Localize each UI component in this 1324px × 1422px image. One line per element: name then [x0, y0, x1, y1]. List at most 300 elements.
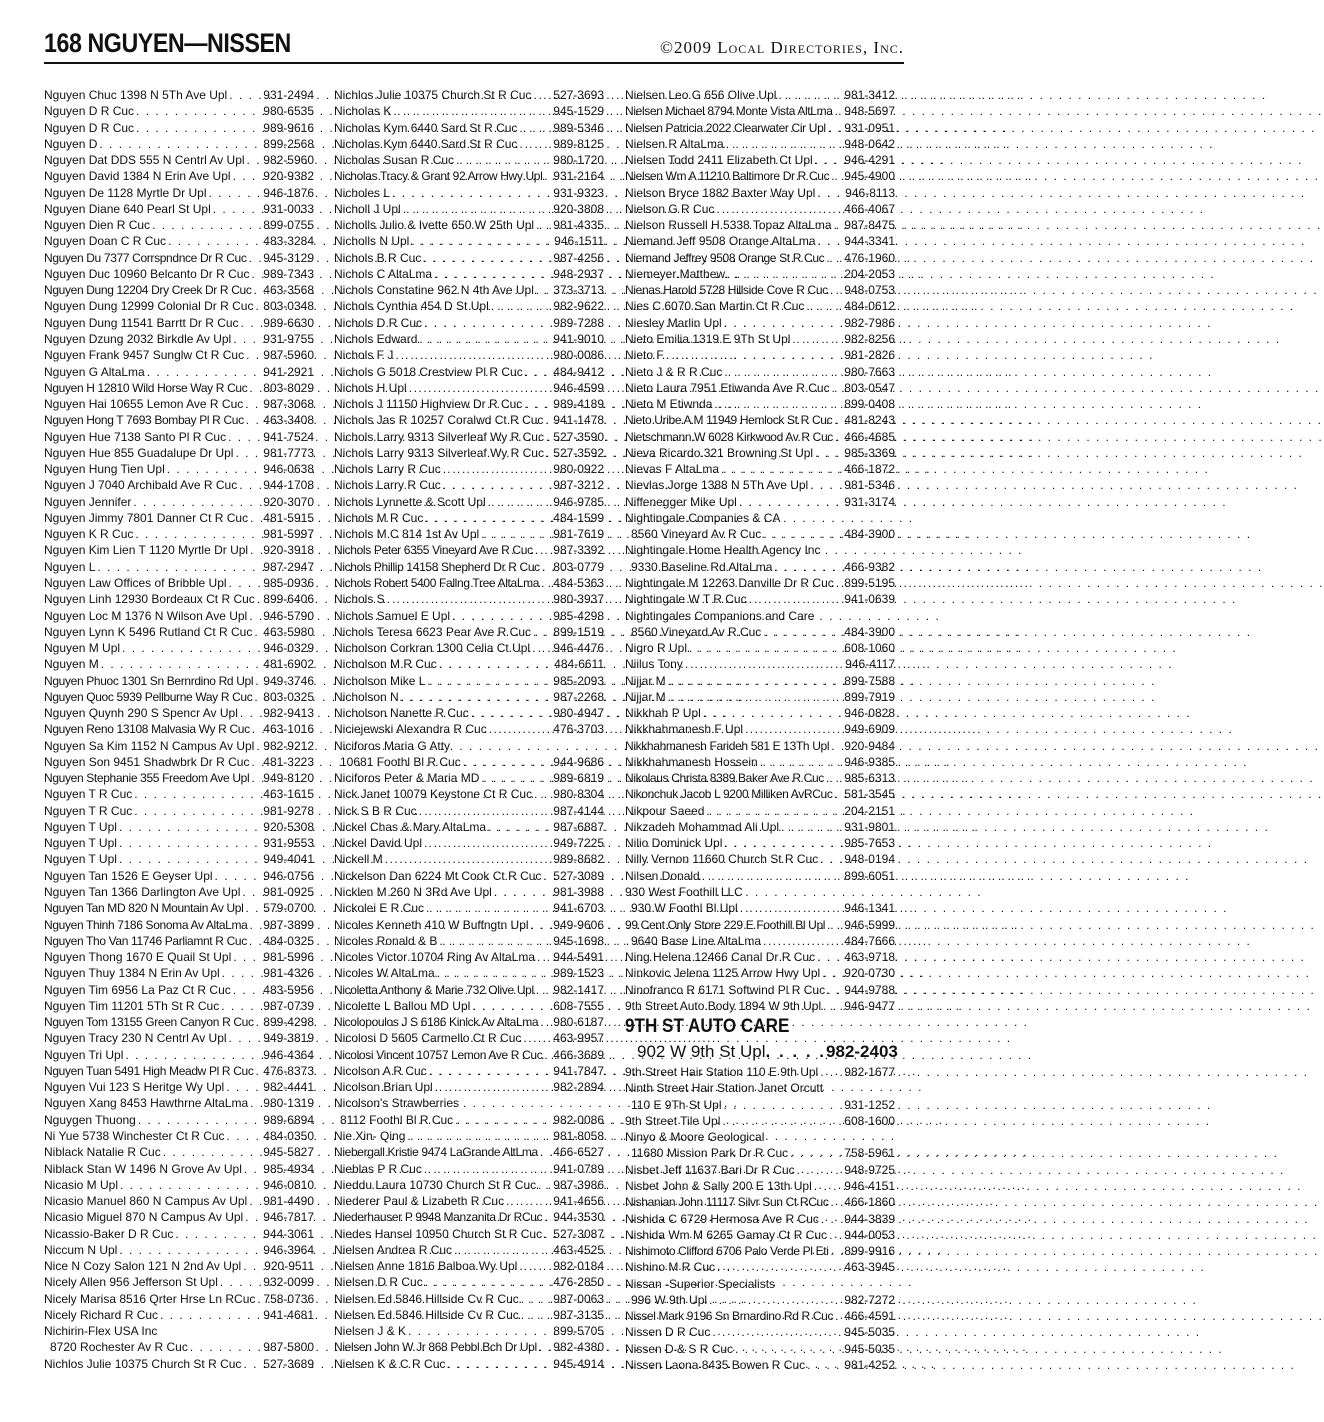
listing-entry [334, 233, 604, 249]
listing-phone: 899-0408 [844, 397, 895, 412]
listing-entry [44, 1323, 314, 1339]
listing-entry [625, 835, 895, 851]
listing-entry [334, 494, 604, 510]
dot-leader [813, 152, 845, 168]
dot-leader [719, 461, 844, 477]
listing-name: 930 W Foothl Bl Upl [631, 901, 738, 916]
listing-entry [334, 786, 604, 802]
dot-leader [136, 1112, 263, 1128]
listing-name: Nichols Cynthia 454 D St Upl [334, 299, 489, 314]
listing-phone: 989-1523 [553, 966, 604, 981]
listing-name: Nikzadeh Mohammad Ali Upl [625, 819, 780, 834]
listing-entry [625, 965, 895, 981]
listing-name: Nissen D & S R Cuc [625, 1341, 734, 1356]
listing-name: Nichols J 11150 Highview Dr R Cuc [334, 397, 523, 412]
listing-entry [44, 1291, 314, 1307]
dot-leader [239, 315, 264, 331]
listing-entry [334, 705, 604, 721]
listing-phone: 946-4291 [844, 153, 895, 168]
listing-entry [334, 120, 604, 136]
listing-phone: 527-3693 [553, 88, 604, 102]
listing-entry [625, 347, 895, 363]
dot-leader [425, 673, 553, 689]
listing-entry [625, 689, 895, 705]
dot-leader [150, 217, 263, 233]
listing-name: Nielsen Anne 1816 Balboa Wy Upl [334, 1259, 518, 1274]
dot-leader [687, 640, 844, 656]
listing-phone: 948-5697 [844, 104, 895, 119]
listing-entry [625, 542, 895, 558]
listing-phone: 484-3900 [844, 527, 895, 542]
listing-name: Ni Yue 5738 Winchester Ct R Cuc [44, 1129, 225, 1143]
listing-entry [44, 835, 314, 851]
listing-phone: 920-0730 [844, 966, 895, 981]
listing-phone: 982-0184 [553, 1259, 604, 1274]
listing-entry [625, 1341, 895, 1357]
dot-leader [707, 1292, 844, 1308]
listing-entry [334, 1014, 604, 1030]
listing-entry [625, 1162, 895, 1178]
dot-leader [725, 266, 844, 282]
listing-phone: 484-7666 [844, 933, 895, 948]
dot-leader [252, 624, 263, 640]
listing-name: Nies C 6070 San Martin Ct R Cuc [625, 299, 805, 314]
listing-entry [625, 900, 895, 916]
listing-phone: 803-0547 [844, 380, 895, 395]
listing-entry [625, 136, 895, 152]
listing-phone: 946-5790 [263, 608, 314, 623]
listing-phone: 989-9616 [263, 120, 314, 135]
listing-entry [44, 591, 314, 607]
listing-phone: 481-8243 [844, 413, 895, 428]
listing-phone: 463-5980 [263, 624, 314, 639]
dot-leader [825, 917, 844, 933]
listing-phone: 931-0951 [844, 120, 895, 135]
listing-phone: 981-9278 [263, 803, 314, 818]
dot-leader [249, 266, 263, 282]
listing-entry [334, 315, 604, 331]
listing-name: Nicholas Susan R Cuc [334, 153, 455, 168]
listing-name: Nieblas P R Cuc [334, 1161, 422, 1176]
dot-leader [683, 656, 845, 672]
listing-entry [44, 429, 314, 445]
listing-phone: 981-5346 [844, 478, 895, 493]
listing-phone: 980-1319 [263, 1096, 314, 1111]
listing-name: Niemand Jeffrey 9508 Orange St R Cuc [625, 250, 825, 265]
listing-name: Nietschmann W 6028 Kirkwood Av R Cuc [625, 429, 833, 444]
listing-entry [44, 380, 314, 396]
listing-name: Nichols G 5018 Crestview Pl R Cuc [334, 364, 523, 379]
listing-phone: 985-2093 [553, 673, 604, 688]
listing-phone: 946-9477 [844, 998, 895, 1013]
listing-entry [334, 608, 604, 624]
listing-phone: 981-3988 [553, 885, 604, 900]
listing-name: Nieto Laura 7951 Etiwanda Ave R Cuc [625, 380, 830, 395]
listing-phone: 941-0789 [553, 1161, 604, 1176]
dot-leader [249, 770, 263, 786]
dot-leader [422, 315, 553, 331]
listing-name: Nguyen Law Offices of Bribble Upl [44, 575, 227, 590]
listing-entry [334, 396, 604, 412]
listing-entry [625, 494, 895, 510]
listing-name: Nissan -Superior Specialists [625, 1276, 776, 1291]
listing-entry [334, 331, 604, 347]
dot-leader [829, 1243, 845, 1259]
dot-leader [406, 1323, 553, 1339]
listing-phone: 484-0612 [844, 299, 895, 314]
dot-leader [795, 1162, 845, 1178]
listing-entry [625, 608, 895, 624]
listing-entry [44, 1242, 314, 1258]
dot-leader [254, 738, 263, 754]
listing-entry [44, 136, 314, 152]
listing-phone: 982-9622 [553, 299, 604, 314]
dot-leader [519, 1291, 554, 1307]
listing-name: Nguyen T Upl [44, 836, 117, 851]
listing-name: Nichols Larry R Cuc [334, 462, 441, 477]
listing-entry [625, 754, 895, 770]
listing-phone: 941-2921 [263, 364, 314, 379]
listing-entry [44, 412, 314, 428]
dot-leader [433, 1079, 554, 1095]
listing-name: Nguyen Dung 11541 Barrtt Dr R Cuc [44, 315, 239, 330]
dot-leader [253, 298, 263, 314]
listing-phone: 932-0099 [263, 1275, 314, 1290]
listing-phone: 949-3819 [263, 1031, 314, 1046]
dot-leader [804, 298, 844, 314]
dot-leader [188, 1339, 263, 1355]
dot-leader [722, 835, 844, 851]
listing-entry [334, 136, 604, 152]
listing-name: Nishino M R Cuc [625, 1260, 716, 1275]
listing-entry [334, 185, 604, 201]
listing-name: Nguyen Stephanie 355 Freedom Ave Upl [44, 771, 250, 786]
listing-entry [625, 201, 895, 217]
listing-entry [44, 624, 314, 640]
listing-name: 8112 Foothl Bl R Cuc [340, 1112, 454, 1127]
listing-phone: 941-4681 [263, 1307, 314, 1322]
listing-phone: 463-3568 [263, 283, 314, 298]
dot-leader [393, 347, 553, 363]
listing-entry [44, 1047, 314, 1063]
listing-phone: 579-0700 [263, 901, 314, 916]
listing-phone: 946-5999 [844, 917, 895, 932]
listing-name: Nichols F J [334, 348, 394, 363]
listing-phone: 481-5915 [263, 510, 314, 525]
listing-entry [334, 1242, 604, 1258]
listing-name: Niciejewski Alexandra R Cuc [334, 722, 487, 737]
listing-phone: 989-8125 [553, 136, 604, 151]
listing-entry [625, 656, 895, 672]
listing-phone: 980-7663 [844, 364, 895, 379]
listing-name: Nguyen Dung 12999 Colonial Dr R Cuc [44, 299, 254, 314]
listing-entry [334, 201, 604, 217]
dot-leader [427, 1063, 554, 1079]
listing-entry [334, 900, 604, 916]
listing-phone: 484-0350 [263, 1129, 314, 1143]
listing-phone: 982-2403 [826, 1042, 898, 1062]
listing-phone: 941-7524 [263, 429, 314, 444]
dot-leader [517, 1258, 553, 1274]
listing-phone: 920-5308 [263, 819, 314, 834]
listing-entry [44, 526, 314, 542]
dot-leader [390, 185, 553, 201]
dot-leader [816, 233, 845, 249]
listing-entry [334, 1079, 604, 1095]
listing-name: Nguyen T R Cuc [44, 787, 133, 802]
listing-name: Nicholls Julio & Ivette 650 W 25th Upl [334, 218, 535, 233]
listing-name: Nguyen D R Cuc [44, 120, 135, 135]
listing-name: 996 W 9th Upl [631, 1292, 708, 1307]
listing-phone: 373-3713 [553, 283, 604, 298]
dot-leader [815, 185, 845, 201]
dot-leader [666, 673, 845, 689]
listing-phone: 981-4335 [553, 218, 604, 233]
listing-name: Nichols D R Cuc [334, 315, 423, 330]
listing-phone: 483-3284 [263, 234, 314, 249]
listing-name: Nissel Mark 9196 Sn Brnardino Rd R Cuc [625, 1309, 834, 1324]
dot-leader [399, 689, 554, 705]
listing-phone: 944-3341 [844, 234, 895, 249]
listing-name: Nguygen Thuong [44, 1112, 136, 1127]
listing-phone: 204-2053 [844, 266, 895, 281]
listing-name: Nichols M R Cuc [334, 510, 424, 525]
dot-leader [715, 1259, 844, 1275]
listing-name: Nielsen Ed 5846 Hillside Cv R Cuc [334, 1307, 519, 1322]
listing-name: Niciforos Maria G Atty [334, 738, 451, 753]
listing-entry [625, 1211, 895, 1227]
listing-entry [44, 282, 314, 298]
dot-leader [250, 721, 264, 737]
dot-leader [213, 868, 264, 884]
listing-name: Nicasio Miguel 870 N Campus Av Upl [44, 1210, 244, 1225]
dot-leader [452, 1242, 553, 1258]
dot-leader [828, 1194, 844, 1210]
listing-entry [44, 461, 314, 477]
listing-phone: 608-1600 [844, 1113, 895, 1128]
listing-entry [625, 1080, 895, 1096]
listing-entry [334, 1177, 604, 1193]
listing-entry [625, 266, 895, 282]
dot-leader [218, 1274, 263, 1290]
dot-leader [534, 982, 553, 998]
listing-entry [334, 1063, 604, 1079]
listing-name: Nichols Larry R Cuc [334, 478, 441, 493]
dot-leader [248, 542, 263, 558]
listing-entry [44, 510, 314, 526]
listing-phone: 483-5956 [263, 982, 314, 997]
dot-leader [145, 364, 264, 380]
listing-name: Nichols Jas R 10257 Coralwd Ct R Cuc [334, 413, 544, 428]
dot-leader [454, 152, 553, 168]
listing-name: Nielsen John W Jr 868 Pebbl Bch Dr Upl [334, 1340, 537, 1355]
dot-leader [826, 120, 845, 136]
listing-entry [625, 705, 895, 721]
listing-entry [625, 819, 895, 835]
listing-phone: 980-8304 [553, 787, 604, 802]
listing-phone: 981-7619 [553, 527, 604, 542]
listing-entry [44, 1226, 314, 1242]
dot-leader [231, 331, 263, 347]
dot-leader [779, 819, 844, 835]
listing-entry [625, 559, 895, 575]
listing-entry [334, 477, 604, 493]
listing-name: Nijjar M [625, 673, 666, 688]
listing-entry [625, 250, 895, 266]
listing-phone: 608-1060 [844, 641, 895, 656]
listing-name: Nightingales Companions and Care [625, 608, 815, 623]
listing-phone: 982-4380 [553, 1340, 604, 1355]
listing-phone: 989-7288 [553, 315, 604, 330]
listing-entry [625, 640, 895, 656]
listing-name: Nguyen H 12810 Wild Horse Way R Cuc [44, 380, 248, 395]
dot-leader [243, 900, 263, 916]
listing-entry [334, 770, 604, 786]
listing-phone: 946-4599 [553, 380, 604, 395]
listing-entry [625, 1097, 895, 1113]
listing-entry [334, 1161, 604, 1177]
dot-leader [761, 624, 844, 640]
listing-name: Nisbet John & Sally 200 E 13th Upl [625, 1179, 812, 1193]
listing-entry [625, 786, 895, 802]
listing-phone: 944-1708 [263, 478, 314, 493]
listing-phone: 484-1599 [553, 510, 604, 525]
dot-leader [220, 965, 264, 981]
page-title: 168 NGUYEN—NISSEN [44, 28, 291, 58]
listing-entry [44, 1144, 314, 1160]
listing-name: 99 Cent Only Store 229 E Foothill Bl Upl [625, 917, 826, 932]
listing-name: Nguyen Diane 640 Pearl St Upl [44, 201, 211, 216]
listing-phone: 981-7773 [263, 445, 314, 460]
listing-name: Nguyen Chuc 1398 N 5Th Ave Upl [44, 88, 228, 102]
listing-phone: 931-2164 [553, 169, 604, 184]
listing-name: Nicely Allen 956 Jefferson St Upl [44, 1275, 218, 1290]
listing-name: Nicasio M Upl [44, 1177, 119, 1192]
listing-phone: 920-3808 [553, 201, 604, 216]
listing-phone: 987-3068 [263, 397, 314, 412]
listing-phone: 931-9801 [844, 819, 895, 834]
dot-leader [233, 445, 263, 461]
dot-leader [724, 136, 845, 152]
listing-name: Nguyen Sa Kim 1152 N Campus Av Upl [44, 738, 255, 753]
listing-name: Nievas F AltaLma [625, 462, 720, 477]
listing-phone: 948-0642 [844, 136, 895, 151]
listing-name: Nguyen T R Cuc [44, 803, 133, 818]
dot-leader [224, 1079, 263, 1095]
listing-phone: 484-0325 [263, 933, 314, 948]
dot-leader [805, 1357, 844, 1373]
listing-name: Nishida Wm M 6265 Gamay Ct R Cuc [625, 1227, 828, 1242]
listing-phone: 931-2494 [263, 88, 314, 102]
listing-name: Nguyen Thinh 7186 Sonoma Av AltaLma [44, 917, 248, 932]
dot-leader [542, 1209, 553, 1225]
listing-phone: 466-3689 [553, 1047, 604, 1062]
dot-leader [97, 136, 263, 152]
listing-name: Nguyen Xang 8453 Hawthrne AltaLma [44, 1096, 249, 1111]
dot-leader [522, 396, 553, 412]
dot-leader [704, 803, 844, 819]
listing-phone: 946-1511 [554, 234, 604, 249]
listing-phone: 946-0329 [263, 641, 314, 656]
listing-column-3 [625, 87, 898, 1373]
dot-leader [758, 754, 845, 770]
dot-leader [247, 608, 263, 624]
listing-entry [334, 1291, 604, 1307]
listing-name: Nichlos Julie 10375 Church St R Cuc [334, 88, 532, 102]
dot-leader: . . . . . [765, 1042, 827, 1062]
listing-name: Nielson G R Cuc [625, 201, 715, 216]
listing-entry [625, 152, 895, 168]
listing-entry [334, 1030, 604, 1046]
dot-leader [761, 933, 844, 949]
listing-entry [44, 396, 314, 412]
dot-leader [207, 185, 264, 201]
dot-leader [134, 120, 263, 136]
listing-name: Nikolaus Christa 8389 Baker Ave R Cuc [625, 771, 824, 786]
dot-leader [118, 1177, 263, 1193]
listing-name: Nguyen Linh 12930 Bordeaux Ct R Cuc [44, 592, 255, 607]
listing-phone: 949-7225 [553, 836, 604, 851]
dot-leader [437, 933, 553, 949]
listing-name: Niilus Tony [625, 657, 683, 672]
dot-leader [131, 494, 263, 510]
dot-leader [441, 477, 554, 493]
listing-phone: 944-0053 [844, 1227, 895, 1242]
listing-entry [44, 87, 314, 103]
listing-name: Nielsen Patricia 2022 Clearwater Cir Upl [625, 120, 826, 135]
listing-phone: 980-3937 [553, 592, 604, 607]
dot-leader [833, 1308, 844, 1324]
listing-phone: 463-1016 [263, 722, 314, 737]
listing-phone: 946-3964 [263, 1242, 314, 1257]
listing-phone: 944-3061 [263, 1226, 314, 1241]
listing-entry [44, 640, 314, 656]
dot-leader [486, 494, 554, 510]
dot-leader [544, 429, 553, 445]
listing-phone: 463-4525 [553, 1242, 604, 1257]
listing-entry [44, 803, 314, 819]
dot-leader [173, 1226, 263, 1242]
listing-phone: 982-7272 [844, 1292, 895, 1307]
copyright-notice: ©2009 Local Directories, Inc. [660, 38, 904, 57]
listing-phone: 931-9553 [263, 836, 314, 851]
dot-leader [542, 1226, 553, 1242]
listing-phone: 466-4067 [844, 201, 895, 216]
listing-entry [44, 1258, 314, 1274]
listing-phone: 945-4914 [553, 1356, 604, 1371]
listing-entry [334, 998, 604, 1014]
dot-leader [824, 250, 844, 266]
listing-entry [334, 347, 604, 363]
listing-name: Nicoles W AltaLma [334, 966, 435, 981]
listing-phone: 989-5346 [553, 120, 604, 135]
listing-name: Nicholas Kym 6440 Sard St R Cuc [334, 120, 518, 135]
listing-phone: 941-4656 [553, 1194, 604, 1209]
listing-phone: 527-3089 [553, 868, 604, 883]
listing-entry [44, 1079, 314, 1095]
listing-phone: 981-5996 [263, 950, 314, 965]
listing-name: Niblack Stan W 1496 N Grove Av Upl [44, 1161, 242, 1176]
listing-name: Nielsen Michael 8794 Monte Vista AltLma [625, 104, 833, 119]
dot-leader [231, 982, 264, 998]
dot-leader [161, 1144, 264, 1160]
listing-name: Nicoletta Anthony & Marie 732 Olive Upl [334, 982, 534, 997]
listing-name: 9th Street Hair Station 110 E 9th Upl [625, 1065, 819, 1080]
listing-name: Nichirin-Flex USA Inc [44, 1324, 158, 1339]
listing-entry [44, 152, 314, 168]
listing-name: Nijjar M [625, 689, 666, 704]
dot-leader [504, 1193, 553, 1209]
